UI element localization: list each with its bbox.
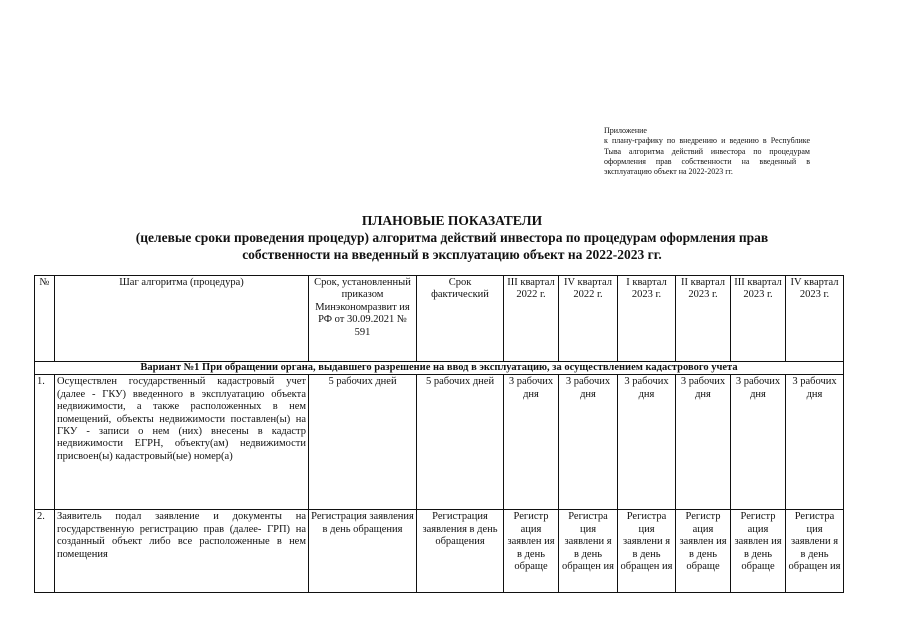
row-q1-2023: 3 рабочих дня — [618, 375, 676, 510]
header-term-order: Срок, установленный приказом Минэкономразвит ия РФ от 30.09.2021 № 591 — [309, 276, 417, 362]
title-line-3: собственности на введенный в эксплуатацию объект на 2022-2023 гг. — [242, 247, 662, 262]
row-q4-2023: 3 рабочих дня — [786, 375, 844, 510]
row-q2-2023: 3 рабочих дня — [676, 375, 731, 510]
appendix-note — [604, 126, 810, 177]
title-line-1: ПЛАНОВЫЕ ПОКАЗАТЕЛИ — [361, 213, 543, 228]
row-q3-2022: 3 рабочих дня — [504, 375, 559, 510]
row-q4-2022: 3 рабочих дня — [559, 375, 618, 510]
header-term-actual: Срок фактический — [417, 276, 504, 362]
header-q1-2023: I квартал 2023 г. — [618, 276, 676, 362]
row-step: Осуществлен государственный кадастровый учет (далее - ГКУ) введенного в эксплуатацию объекта недвижимости, а также расположенных в нем помещений, объекты недвижимости поставлен(ы) на ГКУ - записи о нем (них) внесены в кадастр недвижимости ЕГРН, объекту(ам) недвижимости присвоен(ы) кадастровый(ые) номер(а) — [55, 375, 309, 510]
row-term-order: Регистрация заявления в день обращения — [309, 510, 417, 593]
title-line-2: (целевые сроки проведения процедур) алгоритма действий инвестора по процедурам оформления прав — [135, 230, 769, 245]
row-q1-2023: Регистра ция заявлени я в день обращен ия — [618, 510, 676, 593]
row-q4-2023: Регистра ция заявлени я в день обращен ия — [786, 510, 844, 593]
header-q2-2023: II квартал 2023 г. — [676, 276, 731, 362]
header-q4-2023: IV квартал 2023 г. — [786, 276, 844, 362]
header-step: Шаг алгоритма (процедура) — [55, 276, 309, 362]
variant-heading: Вариант №1 При обращении органа, выдавшего разрешение на ввод в эксплуатацию, за осуществлением кадастрового учета — [35, 362, 844, 375]
row-term-actual: 5 рабочих дней — [417, 375, 504, 510]
row-q4-2022: Регистра ция заявлени я в день обращен ия — [559, 510, 618, 593]
table-row — [35, 510, 844, 593]
table-row — [35, 375, 844, 510]
document-title — [0, 212, 904, 263]
appendix-text: к плану-графику по внедрению и ведению в Республике Тыва алгоритма действий инвестора по процедурам оформления прав собственности на введенный в эксплуатацию объект на 2022-2023 гг. — [604, 136, 810, 177]
row-step: Заявитель подал заявление и документы на государственную регистрацию прав (далее- ГРП) на созданный объект либо все расположенные в нем помещения — [55, 510, 309, 593]
row-term-actual: Регистрация заявления в день обращения — [417, 510, 504, 593]
row-q3-2022: Регистр ация заявлен ия в день обраще — [504, 510, 559, 593]
row-q3-2023: 3 рабочих дня — [731, 375, 786, 510]
row-q2-2023: Регистр ация заявлен ия в день обраще — [676, 510, 731, 593]
variant-row — [35, 362, 844, 375]
appendix-heading: Приложение — [604, 126, 647, 135]
row-q3-2023: Регистр ация заявлен ия в день обраще — [731, 510, 786, 593]
header-num: № — [35, 276, 55, 362]
row-term-order: 5 рабочих дней — [309, 375, 417, 510]
header-q4-2022: IV квартал 2022 г. — [559, 276, 618, 362]
header-q3-2022: III квартал 2022 г. — [504, 276, 559, 362]
table-header-row — [35, 276, 844, 362]
row-number: 1. — [35, 375, 55, 510]
header-q3-2023: III квартал 2023 г. — [731, 276, 786, 362]
plan-table — [34, 275, 844, 593]
row-number: 2. — [35, 510, 55, 593]
